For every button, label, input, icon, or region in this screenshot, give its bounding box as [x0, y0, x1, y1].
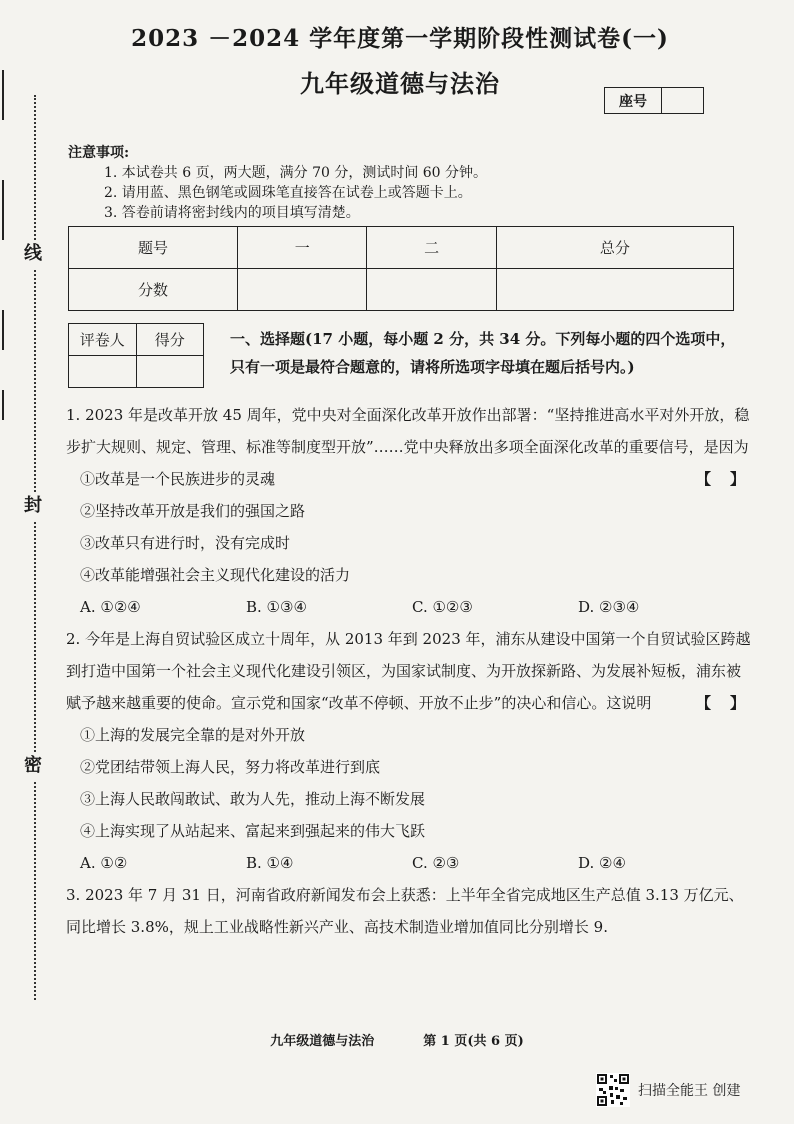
question — [66, 879, 751, 943]
seat-number-box — [604, 87, 704, 114]
question-stem: 1. 2023 年是改革开放 45 周年，党中央对全面深化改革开放作出部署：“坚持推进高水平对外开放，稳步扩大规则、规定、管理、标准等制度型开放”……党中央释放出多项全面深化改革的重要信号，是因为 — [66, 406, 750, 456]
question — [66, 623, 751, 879]
page-footer — [0, 1030, 794, 1049]
grader-header: 得分 — [136, 324, 204, 356]
question-stem: 2. 今年是上海自贸试验区成立十周年，从 2013 年到 2023 年，浦东从建设中国第一个自贸试验区跨越到打造中国第一个社会主义现代化建设引领区，为国家试制度、为开放探新路、为发展补短板，浦东被赋予越来越重要的使命。宣示党和国家“改革不停顿、开放不止步”的决心和信心。这说明 — [66, 630, 751, 712]
answer-choice: A. ①② — [80, 854, 128, 872]
binding-char-seal: 封 — [24, 492, 42, 520]
statement-option: ③改革只有进行时，没有完成时 — [80, 534, 291, 552]
edge-mark — [2, 180, 4, 240]
answer-choices — [66, 847, 751, 879]
notes-block — [68, 143, 487, 223]
score-cell[interactable] — [367, 269, 496, 311]
statement-option: ②党团结带领上海人民，努力将改革进行到底 — [80, 758, 381, 776]
score-table-column: 总分 — [496, 227, 733, 269]
notes-heading: 注意事项: — [68, 145, 130, 161]
question-text — [66, 879, 751, 943]
scanner-stamp-text: 扫描全能王 创建 — [638, 1083, 741, 1099]
notes-item: 2. 请用蓝、黑色钢笔或圆珠笔直接答在试卷上或答题卡上。 — [104, 185, 472, 201]
answer-choice: B. ①③④ — [246, 598, 307, 616]
footer-page-number: 第 1 页(共 6 页) — [423, 1034, 524, 1049]
edge-mark — [2, 390, 4, 420]
seat-label: 座号 — [605, 88, 662, 113]
score-table — [68, 226, 734, 311]
answer-choice: C. ①②③ — [412, 598, 473, 616]
score-table-column: 二 — [367, 227, 496, 269]
binding-line — [34, 95, 36, 1000]
notes-item: 3. 答卷前请将密封线内的项目填写清楚。 — [104, 205, 360, 221]
answer-bracket[interactable]: 【 】 — [695, 694, 747, 712]
exam-subtitle: 九年级道德与法治 — [300, 69, 500, 98]
question-stem: 3. 2023 年 7 月 31 日，河南省政府新闻发布会上获悉：上半年全省完成地区生产总值 3.13 万亿元、同比增长 3.8%，规上工业战略性新兴产业、高技术制造业增加值同比分别增长 9. — [66, 886, 744, 936]
score-cell[interactable] — [238, 269, 367, 311]
statement-option: ④改革能增强社会主义现代化建设的活力 — [80, 566, 351, 584]
answer-bracket[interactable]: 【 】 — [695, 470, 747, 488]
statement-option: ①上海的发展完全靠的是对外开放 — [80, 726, 306, 744]
statement-option: ④上海实现了从站起来、富起来到强起来的伟大飞跃 — [80, 822, 426, 840]
answer-choices — [66, 591, 751, 623]
score-table-column: 一 — [238, 227, 367, 269]
question-list — [66, 399, 751, 943]
statement-option: ③上海人民敢闯敢试、敢为人先，推动上海不断发展 — [80, 790, 426, 808]
grader-table — [68, 323, 204, 388]
answer-choice: D. ②④ — [578, 854, 626, 872]
binding-char-secret: 密 — [24, 752, 42, 780]
answer-choice: A. ①②④ — [80, 598, 141, 616]
notes-item: 1. 本试卷共 6 页，两大题，满分 70 分，测试时间 60 分钟。 — [104, 165, 488, 181]
answer-choice: D. ②③④ — [578, 598, 640, 616]
score-table-row-label: 题号 — [69, 227, 238, 269]
edge-mark — [2, 310, 4, 350]
edge-mark — [2, 70, 4, 120]
binding-char-line: 线 — [24, 240, 42, 268]
qr-code-icon — [596, 1073, 630, 1107]
answer-choice: C. ②③ — [412, 854, 460, 872]
seat-number-field[interactable] — [662, 88, 703, 113]
scanner-stamp — [596, 1073, 740, 1107]
grader-cell[interactable] — [136, 356, 204, 388]
section-heading: 一、选择题(17 小题，每小题 2 分，共 34 分。下列每小题的四个选项中，只有一项是最符合题意的，请将所选项字母填在题后括号内。) — [230, 330, 736, 376]
statement-option: ①改革是一个民族进步的灵魂 — [80, 470, 276, 488]
question-text — [66, 623, 751, 719]
score-cell[interactable] — [496, 269, 733, 311]
question — [66, 399, 751, 623]
exam-title: 2023 －2024 学年度第一学期阶段性测试卷(一) — [131, 25, 669, 52]
answer-choice: B. ①④ — [246, 854, 294, 872]
grader-header: 评卷人 — [69, 324, 137, 356]
grader-cell[interactable] — [69, 356, 137, 388]
footer-subject: 九年级道德与法治 — [270, 1034, 375, 1049]
statement-option: ②坚持改革开放是我们的强国之路 — [80, 502, 306, 520]
score-table-row-label: 分数 — [69, 269, 238, 311]
